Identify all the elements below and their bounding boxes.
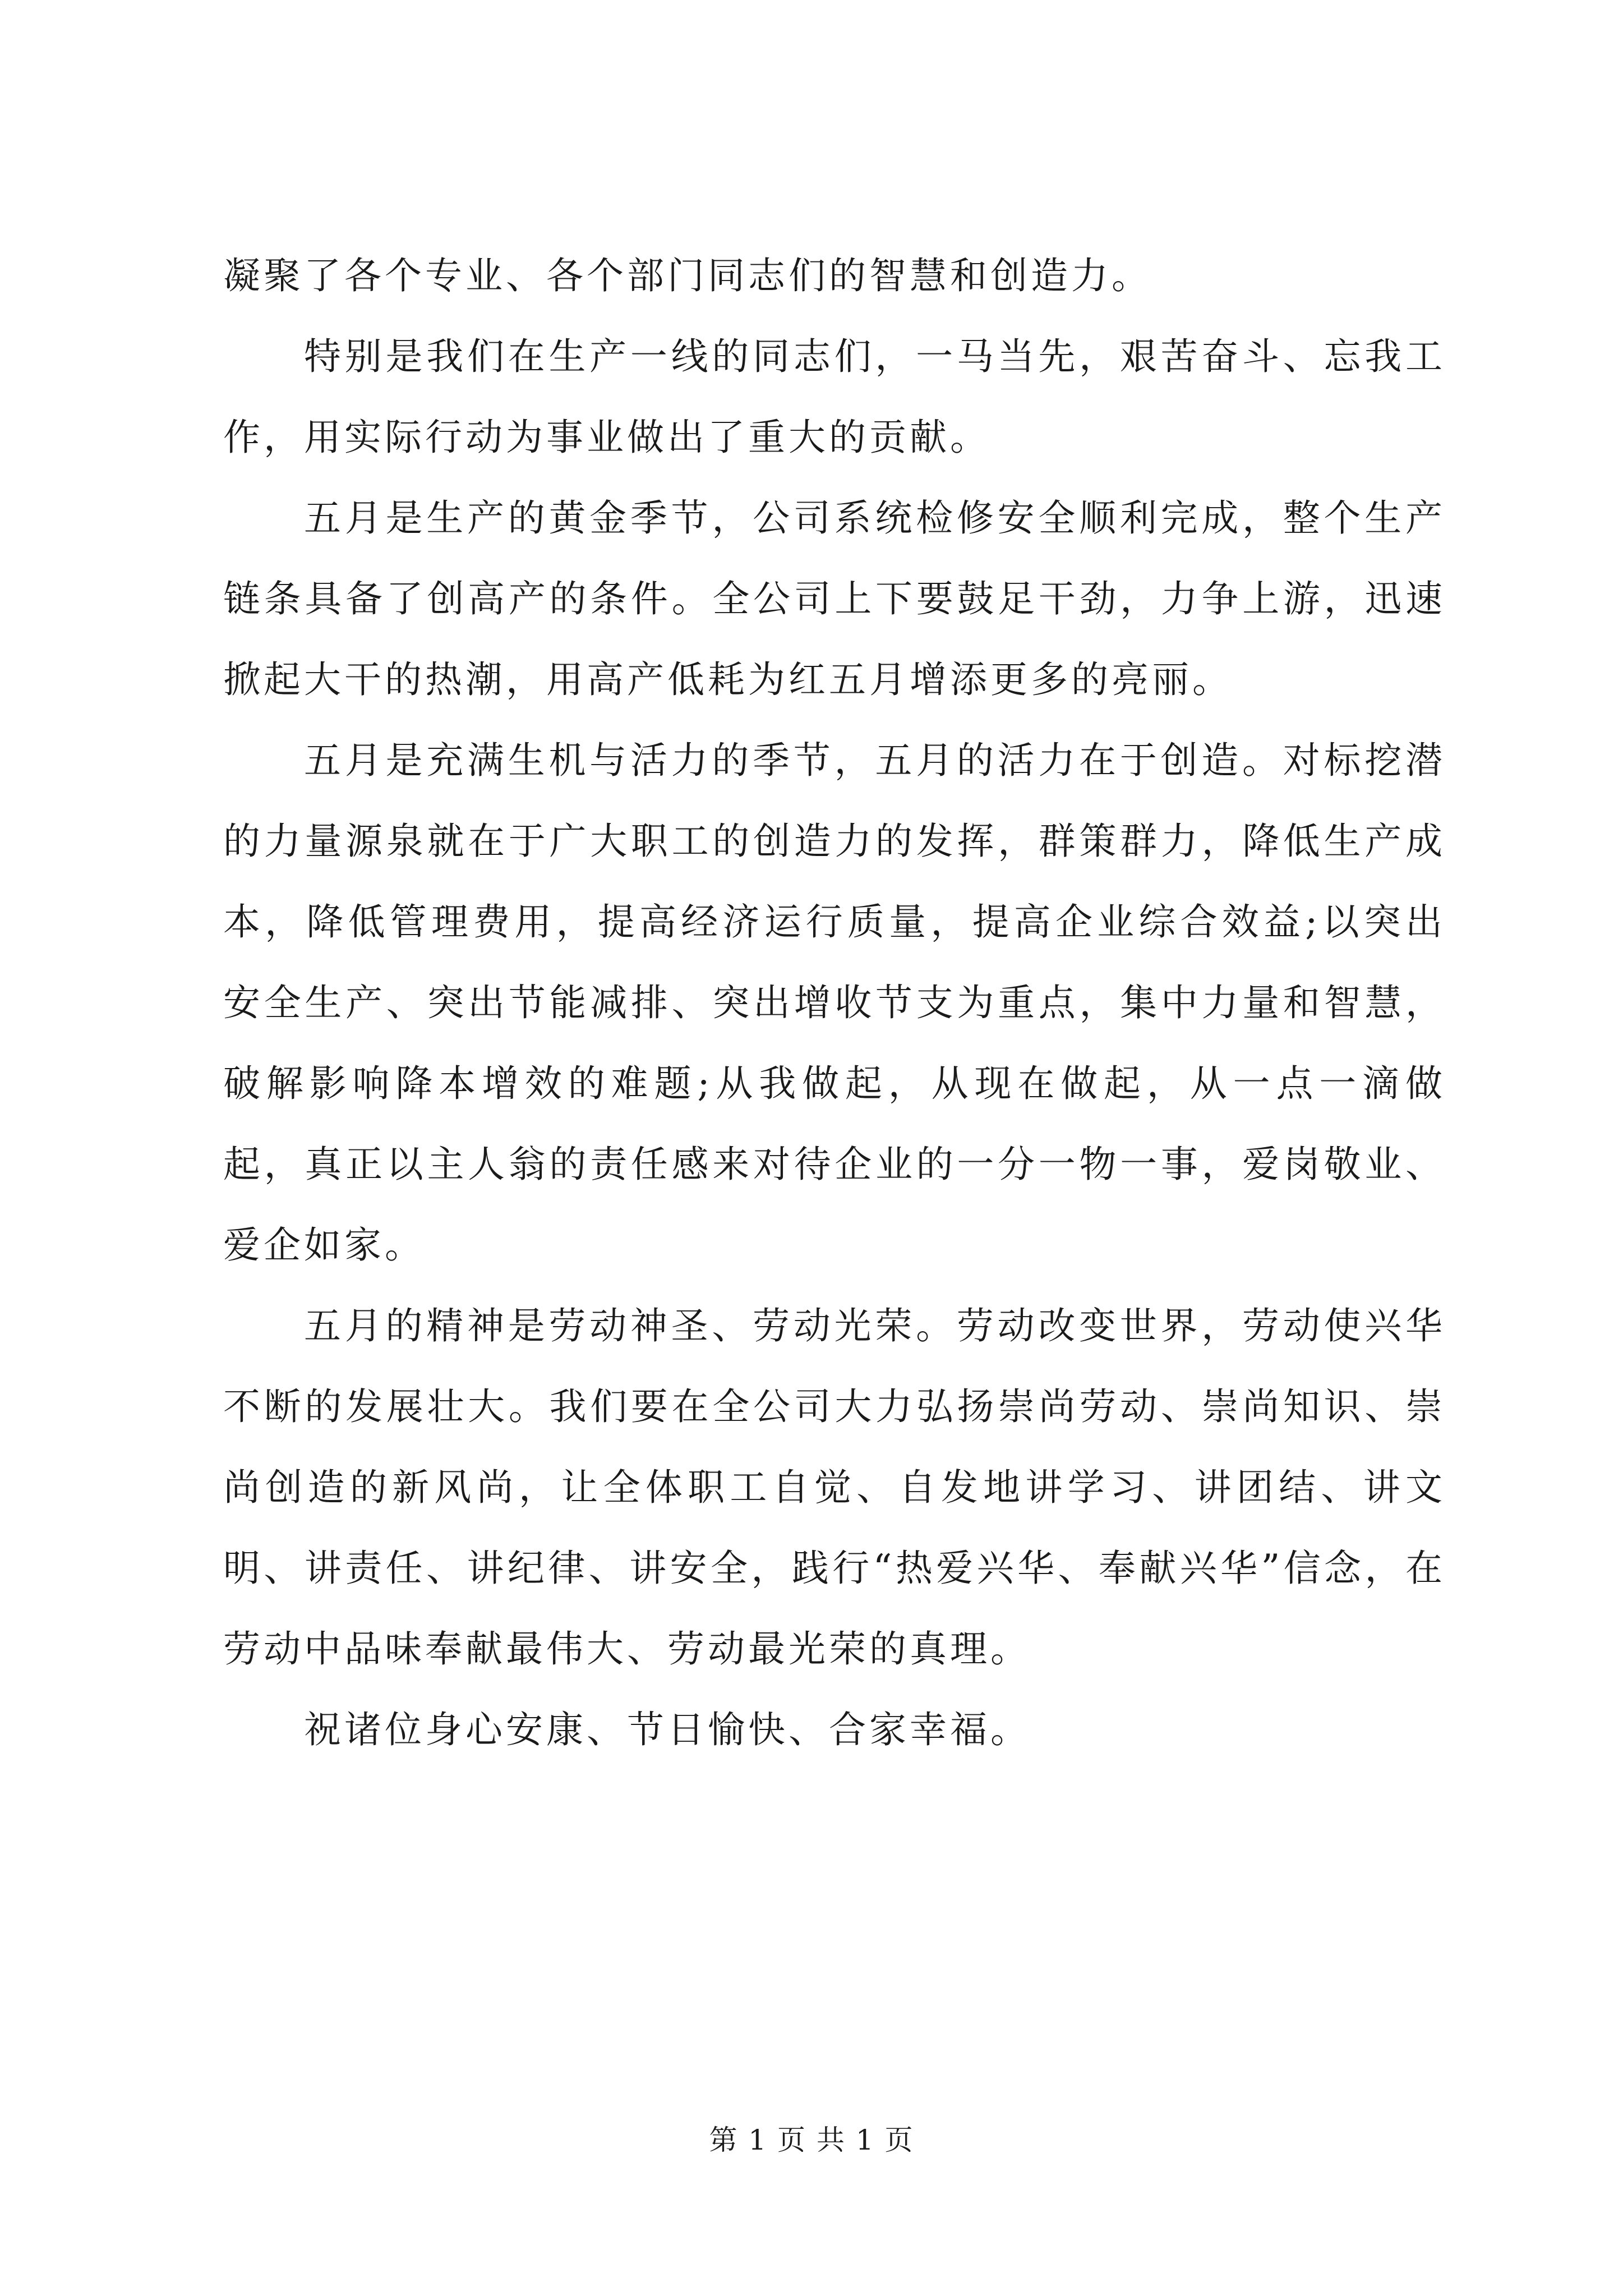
paragraph-golden-season: 五月是生产的黄金季节，公司系统检修安全顺利完成，整个生产链条具备了创高产的条件。全公司上下要鼓足干劲，力争上游，迅速掀起大干的热潮，用高产低耗为红五月增添更多的亮丽。 [223, 496, 1446, 701]
paragraph-labor-spirit: 五月的精神是劳动神圣、劳动光荣。劳动改变世界，劳动使兴华不断的发展壮大。我们要在全公司大力弘扬崇尚劳动、崇尚知识、崇尚创造的新风尚，让全体职工自觉、自发地讲学习、讲团结、讲文明、讲责任、讲纪律、讲安全，践行“热爱兴华、奉献兴华”信念，在劳动中品味奉献最伟大、劳动最光荣的真理。 [223, 1304, 1446, 1671]
document-body [223, 236, 1446, 1770]
page-number-footer: 第 1 页 共 1 页 [709, 2124, 914, 2156]
paragraph-continuation: 凝聚了各个专业、各个部门同志们的智慧和创造力。 [223, 254, 1152, 297]
paragraph-closing-wishes: 祝诸位身心安康、节日愉快、合家幸福。 [304, 1708, 1031, 1751]
paragraph-creativity: 五月是充满生机与活力的季节，五月的活力在于创造。对标挖潜的力量源泉就在于广大职工的创造力的发挥，群策群力，降低生产成本，降低管理费用，提高经济运行质量，提高企业综合效益;以突出安全生产、突出节能减排、突出增收节支为重点，集中力量和智慧，破解影响降本增效的难题;从我做起，从现在做起，从一点一滴做起，真正以主人翁的责任感来对待企业的一分一物一事，爱岗敬业、爱企如家。 [223, 739, 1446, 1267]
paragraph-frontline-staff: 特别是我们在生产一线的同志们，一马当先，艰苦奋斗、忘我工作，用实际行动为事业做出了重大的贡献。 [223, 335, 1446, 459]
